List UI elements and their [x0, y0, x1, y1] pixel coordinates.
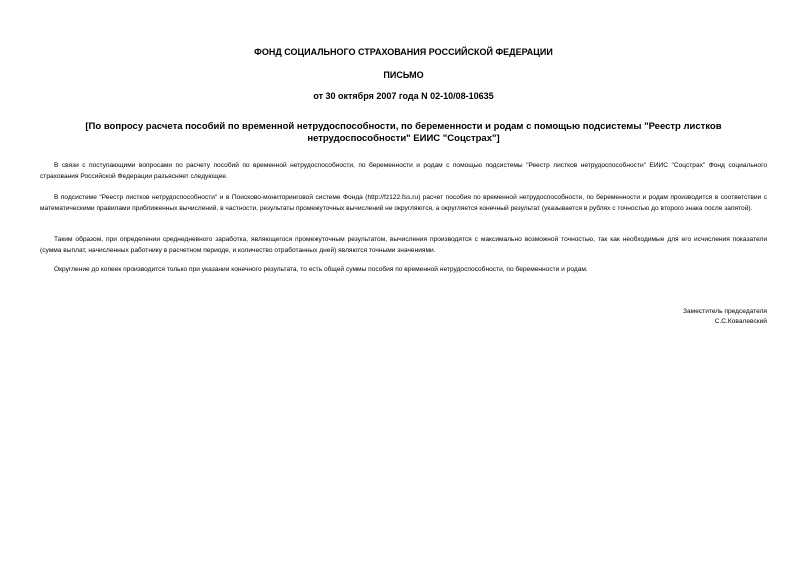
paragraph-1: В связи с поступающими вопросами по расчету пособий по временной нетрудоспособности, по беременности и родам с помощью подсистемы "Реестр листков нетрудоспособности" ЕИИС "Соцстрах" Фонд социального страхования Российской Федерации разъясняет следующее. [40, 162, 767, 180]
paragraph-3: Таким образом, при определении среднедневного заработка, являющегося промежуточным результатом, вычисления производятся с максимально возможной точностью, так как необходимые для его исчисления показатели (сумма выплат, начисленных работнику в расчетном периоде, и количество отработанных дней) являются точными значениями. [40, 236, 767, 254]
signature-position: Заместитель председателя [683, 308, 767, 315]
organization-heading: ФОНД СОЦИАЛЬНОГО СТРАХОВАНИЯ РОССИЙСКОЙ ФЕДЕРАЦИИ [254, 47, 553, 57]
signature-block [683, 307, 767, 327]
paragraph-4: Округление до копеек производится только при указании конечного результата, то есть общей суммы пособия по временной нетрудоспособности, по беременности и родам. [54, 266, 588, 273]
signature-name: С.С.Ковалевский [714, 318, 767, 325]
document-title: [По вопросу расчета пособий по временной нетрудоспособности, по беременности и родам с помощью подсистемы "Реестр листков нетрудоспособности" ЕИИС "Соцстрах"] [85, 121, 722, 144]
paragraph-2: В подсистеме "Реестр листков нетрудоспособности" и в Поисково-мониторинговой системе Фонда (http://fz122.fss.ru) расчет пособия по временной нетрудоспособности, по беременности и родам производится в соответствии с математическими правилами приближенных вычислений, в частности, результаты промежуточных вычислений не округляются, а округляется конечный результат (указывается в рублях с точностью до второго знака после запятой). [40, 194, 767, 212]
document-date-number: от 30 октября 2007 года N 02-10/08-10635 [313, 91, 494, 101]
document-type-heading: ПИСЬМО [383, 70, 424, 80]
